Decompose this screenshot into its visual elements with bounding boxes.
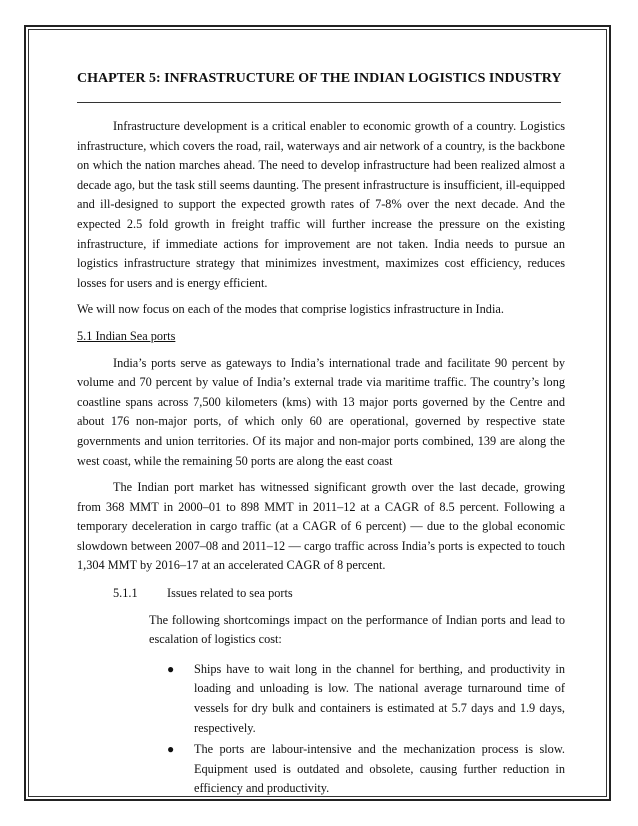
section-heading-sea-ports: 5.1 Indian Sea ports — [77, 328, 176, 343]
bullet-icon: ● — [167, 661, 175, 676]
modes-paragraph: We will now focus on each of the modes that comprise logistics infrastructure in India. — [77, 302, 504, 317]
subsection-title: Issues related to sea ports — [167, 586, 293, 601]
sea-ports-paragraph-1: India’s ports serve as gateways to India’s international trade and facilitate 90 percent by volume and 70 percent by value of India’s external trade via maritime traffic. The country’s long coastline spans across 7,500 kilometers (kms) with 13 major ports governed by the Centre and about 176 non-major ports, of which only 60 are operational, governed by respective state governments and union territories. Of its major and non-major ports combined, 139 are along the west coast, while the remaining 50 ports are along the east coast — [77, 355, 565, 468]
page-content — [77, 70, 565, 801]
list-item — [167, 660, 565, 738]
list-item — [167, 740, 565, 799]
bullet-icon: ● — [167, 742, 175, 757]
subsection-heading — [113, 584, 565, 604]
title-underline-rule — [77, 102, 561, 103]
issues-bullet-list — [167, 660, 565, 799]
bullet-text: The ports are labour-intensive and the mechanization process is slow. Equipment used is outdated and obsolete, causing further reduction in efficiency and productivity. — [194, 742, 565, 796]
sea-ports-paragraph-2: The Indian port market has witnessed significant growth over the last decade, growing from 368 MMT in 2000–01 to 898 MMT in 2011–12 at a CAGR of 8.5 percent. Following a temporary deceleration in cargo traffic (at a CAGR of 6 percent) — due to the global economic slowdown between 2007–08 and 2011–12 — cargo traffic across India’s ports is expected to touch 1,304 MMT by 2016–17 at an accelerated CAGR of 8 percent. — [77, 480, 565, 573]
chapter-title: CHAPTER 5: INFRASTRUCTURE OF THE INDIAN LOGISTICS INDUSTRY — [77, 71, 562, 86]
bullet-text: Ships have to wait long in the channel for berthing, and productivity in loading and unloading is low. The national average turnaround time of vessels for dry bulk and containers is estimated at 5.7 days and 1.9 days, respectively. — [194, 661, 565, 735]
subsection-number: 5.1.1 — [113, 586, 138, 601]
subsection-intro: The following shortcomings impact on the performance of Indian ports and lead to escalation of logistics cost: — [149, 612, 565, 647]
intro-paragraph: Infrastructure development is a critical enabler to economic growth of a country. Logistics infrastructure, which covers the road, rail, waterways and air network of a country, is the backbone on which the nation marches ahead. The need to develop infrastructure had been realized almost a decade ago, but the task still seems daunting. The present infrastructure is insufficient, ill-equipped and ill-designed to support the expected growth rates of 7-8% over the next decade. And the expected 2.5 fold growth in freight traffic will further increase the pressure on the existing infrastructure, if immediate actions for improvement are not taken. India needs to pursue an logistics infrastructure strategy that minimizes investment, maximizes cost efficiency, reduces losses for users and is energy efficient. — [77, 119, 565, 290]
